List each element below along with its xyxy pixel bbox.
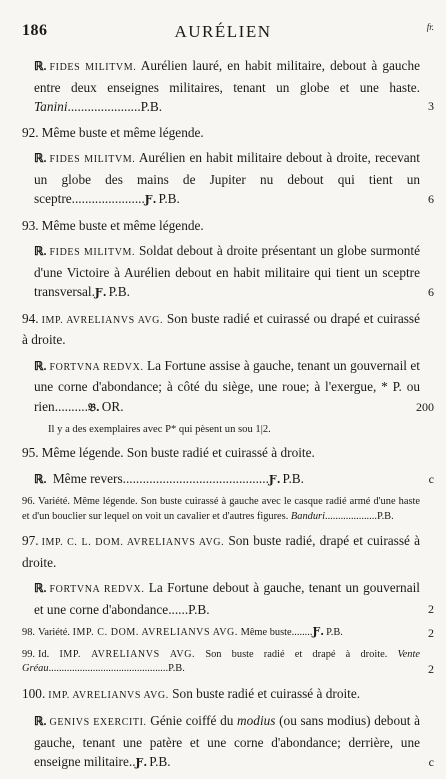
dot-leader: ............................................ bbox=[122, 470, 269, 486]
source-reference: Tanini bbox=[34, 99, 68, 114]
metal-code: Ƒ. bbox=[94, 286, 107, 299]
reverse-symbol: ℝ. bbox=[34, 581, 47, 595]
description-text: Son buste radié, drapé et cuirassé à droite. bbox=[22, 533, 420, 570]
entry-number: 99. bbox=[22, 648, 35, 660]
reverse-symbol: ℝ. bbox=[34, 244, 47, 258]
description-text: Aurélien lauré, en habit militaire, debout à gauche entre deux enseignes militaires, tenant un globe et une haste. bbox=[34, 58, 420, 95]
coin-entry bbox=[22, 531, 420, 572]
dot-leader: .. bbox=[128, 754, 136, 769]
description-text: Variété. Même légende. Son buste cuirassé à gauche avec le casque radié armé d'une haste et d'un bouclier sur lequel on voit un cavalier et d'autres figures. bbox=[22, 496, 420, 522]
reverse-description bbox=[22, 56, 434, 117]
italic-term: modius bbox=[237, 713, 276, 728]
description-text: Son buste radié et drapé à droite. bbox=[195, 648, 398, 660]
description-text: Génie coiffé du bbox=[146, 713, 238, 728]
rarity-mark: P.B. bbox=[376, 510, 394, 522]
rarity-mark: P.B. bbox=[140, 99, 163, 114]
coin-legend: IMP. AVRELIANVS AVG. bbox=[48, 689, 169, 701]
catalogue-entries bbox=[22, 56, 434, 779]
coin-legend: IMP. C. L. DOM. AVRELIANVS AVG. bbox=[41, 537, 225, 548]
coin-legend: FIDES MILITVM. bbox=[49, 247, 136, 258]
description-text: Même buste et même légende. bbox=[41, 124, 204, 140]
entry-number: 92. bbox=[22, 124, 39, 140]
note-text: Il y a des exemplaires avec P* qui pèsent un sou 1|2. bbox=[48, 424, 271, 435]
description-text: Même revers bbox=[49, 470, 123, 486]
reverse-symbol: ℝ. bbox=[34, 151, 47, 165]
rarity-mark: P.B. bbox=[188, 601, 210, 617]
price-value: 6 bbox=[428, 285, 434, 299]
entry-number: 96. bbox=[22, 496, 35, 507]
rarity-mark: P.B. bbox=[158, 191, 180, 206]
reverse-description bbox=[22, 356, 434, 418]
description-text: Même buste bbox=[237, 627, 292, 638]
price-value: 6 bbox=[428, 192, 434, 206]
coin-legend: FORTVNA REDVX. bbox=[49, 584, 145, 595]
price-value: 2 bbox=[428, 601, 434, 616]
coin-legend: FIDES MILITVM. bbox=[49, 154, 136, 165]
rarity-mark: OR. bbox=[101, 398, 124, 414]
source-reference: Banduri bbox=[290, 510, 325, 522]
price-value: 2 bbox=[428, 662, 434, 676]
rarity-mark: P.B. bbox=[108, 284, 131, 299]
dot-leader: ...................... bbox=[67, 99, 141, 114]
description-text: La Fortune assise à gauche, tenant un gouvernail et une corne d'abondance; à côté du siège, une roue; à l'exergue, * P. ou rien bbox=[34, 357, 420, 414]
catalogue-note bbox=[22, 423, 420, 437]
entry-number: 100. bbox=[22, 685, 46, 701]
coin-entry bbox=[22, 684, 420, 706]
entry-number: 93. bbox=[22, 217, 39, 233]
coin-entry bbox=[22, 443, 420, 463]
entry-number: 98. bbox=[22, 627, 35, 638]
rarity-mark: P.B. bbox=[326, 627, 343, 638]
reverse-description bbox=[22, 241, 434, 303]
page-header bbox=[22, 22, 424, 42]
coin-entry bbox=[22, 625, 434, 641]
price-column-label: fr. bbox=[426, 22, 434, 32]
rarity-mark: P.B. bbox=[168, 663, 185, 674]
coin-legend: IMP. AVRELIANVS AVG. bbox=[59, 648, 196, 660]
source-reference: Vente Gréau bbox=[22, 648, 420, 674]
price-value: 200 bbox=[416, 399, 434, 414]
dot-leader: ...................... bbox=[71, 191, 145, 206]
dot-leader: ........ bbox=[291, 627, 313, 638]
page-number: 186 bbox=[22, 22, 48, 39]
metal-code: Ƒ. bbox=[144, 193, 157, 206]
entry-number: 94. bbox=[22, 310, 39, 326]
rarity-mark: P.B. bbox=[282, 470, 304, 486]
price-value: c bbox=[428, 755, 434, 769]
description-text: La Fortune debout à gauche, tenant un gouvernail et une corne d'abondance bbox=[34, 580, 420, 617]
coin-legend: GENIVS EXERCITI. bbox=[49, 717, 147, 728]
dot-leader: .......... bbox=[54, 398, 88, 414]
metal-code: Ƒ. bbox=[312, 625, 325, 638]
price-value: c bbox=[428, 471, 434, 486]
description-text: Son buste radié et cuirassé à droite. bbox=[168, 685, 361, 701]
entry-number: 95. bbox=[22, 445, 39, 460]
description-text: Id. bbox=[38, 648, 60, 660]
description-text: Soldat debout à droite présentant un globe surmonté d'une Victoire à Aurélien debout en habit militaire qui tient un sceptre transversal. bbox=[34, 243, 420, 299]
running-title: AURÉLIEN bbox=[174, 22, 272, 41]
description-text: (ou sans modius) debout à gauche, tenant une patère et une corne d'abondance; derrière, une enseigne militaire bbox=[34, 713, 420, 769]
reverse-description bbox=[22, 148, 434, 210]
dot-leader: .................... bbox=[324, 510, 377, 522]
metal-code: Ƒ. bbox=[268, 472, 281, 486]
description-text: Variété. bbox=[38, 627, 73, 638]
reverse-description bbox=[22, 578, 434, 619]
description-text: Même légende. Son buste radié et cuirassé à droite. bbox=[41, 445, 315, 460]
price-value: 3 bbox=[428, 99, 434, 113]
coin-legend: IMP. C. DOM. AVRELIANVS AVG. bbox=[72, 627, 238, 638]
reverse-symbol: ℝ. bbox=[34, 358, 47, 373]
reverse-symbol: ℝ. bbox=[34, 59, 47, 73]
metal-code: Ƒ. bbox=[135, 756, 148, 769]
description-text: Aurélien en habit militaire debout à droite, recevant un globe des mains de Jupiter nu debout qui tient un sceptre bbox=[34, 150, 420, 206]
coin-legend: FIDES MILITVM. bbox=[49, 62, 137, 73]
reverse-symbol: ℝ. bbox=[34, 714, 47, 728]
entry-number: 97. bbox=[22, 533, 39, 548]
coin-entry bbox=[22, 495, 420, 524]
coin-legend: IMP. AVRELIANVS AVG. bbox=[41, 314, 164, 326]
price-value: 2 bbox=[428, 626, 434, 640]
description-text: Même buste et même légende. bbox=[41, 217, 204, 233]
coin-entry bbox=[22, 648, 434, 677]
dot-leader: ...... bbox=[168, 601, 189, 617]
coin-entry bbox=[22, 309, 420, 350]
coin-legend: FORTVNA REDVX. bbox=[49, 361, 144, 373]
reverse-description bbox=[22, 469, 434, 490]
rarity-mark: P.B. bbox=[149, 754, 171, 769]
reverse-symbol: ℝ. bbox=[34, 471, 47, 486]
description-text: Son buste radié et cuirassé ou drapé et cuirassé à droite. bbox=[22, 310, 420, 347]
coin-entry bbox=[22, 123, 420, 143]
reverse-description bbox=[22, 711, 434, 773]
dot-leader: .............................................. bbox=[48, 663, 169, 674]
coin-entry bbox=[22, 216, 420, 236]
metal-code: 𝔅. bbox=[87, 400, 100, 414]
